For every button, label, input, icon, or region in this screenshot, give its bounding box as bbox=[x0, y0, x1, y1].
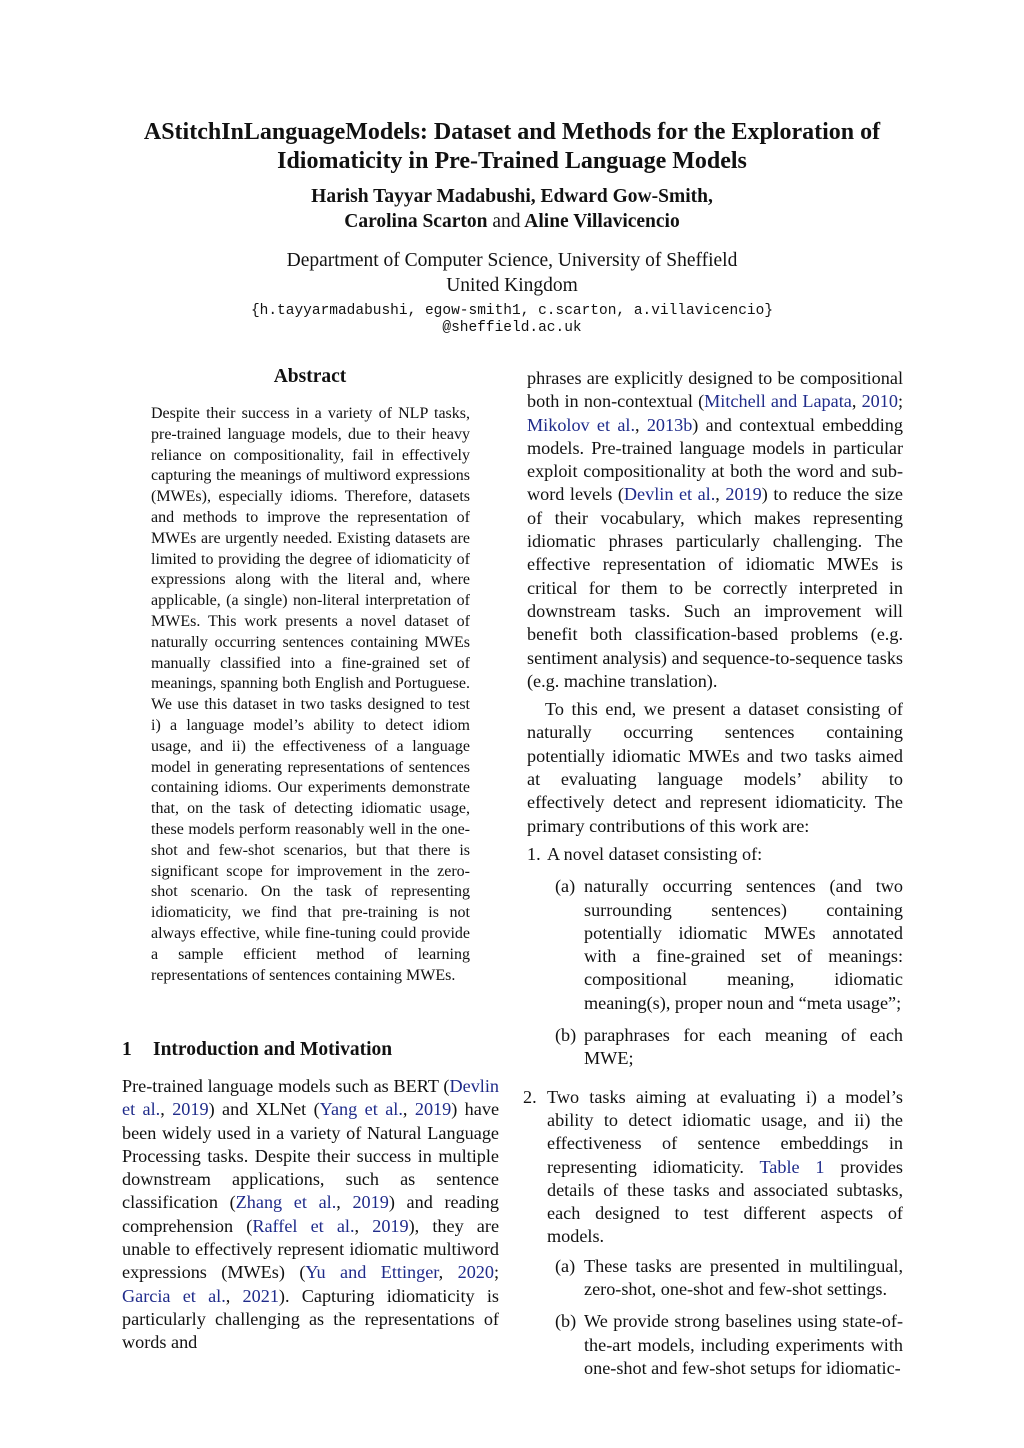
list-item-text: naturally occurring sentences (and two surrounding sentences) containing potentially idiomatic MWEs annotated with a fine-grained set of meanings: compositional meaning, idiomatic meaning(s), proper noun and “meta usage”; bbox=[584, 876, 903, 1013]
list-item-text: A novel dataset consisting of: bbox=[547, 843, 763, 864]
list-item-text bbox=[547, 1086, 903, 1249]
intro-text: ) have been widely used in a variety of Natural Language Processing tasks. Despite their success in multiple downstream applications, such as sentence classification ( bbox=[122, 1099, 500, 1213]
citation-sep: , bbox=[438, 1262, 458, 1283]
list-item-text: These tasks are presented in multilingual, zero-shot, one-shot and few-shot settings. bbox=[584, 1255, 903, 1299]
abstract-text: Despite their success in a variety of NLP tasks, pre-trained language models, due to their heavy reliance on compositionality, fail in effectively capturing the meanings of multiword expressions (MWEs), especially idioms. Therefore, datasets and methods to improve the representation of MWEs are urgently needed. Existing datasets are limited to providing the degree of idiomaticity of expressions along with the literal and, where applicable, (a single) non-literal interpretation of MWEs. This work presents a novel dataset of naturally occurring sentences containing MWEs manually classified into a fine-grained set of meanings, spanning both English and Portuguese. We use this dataset in two tasks designed to test i) a language model’s ability to detect idiom usage, and ii) the effectiveness of a language model in generating representations of sentences containing idioms. Our experiments demonstrate that, on the task of detecting idiomatic usage, these models perform reasonably well in the one-shot and few-shot scenarios, but that there is significant scope for improvement in the zero-shot scenario. On the task of representing idiomaticity, we find that pre-training is not always effective, while fine-tuning could provide a sample efficient method of learning representations of sentences containing MWEs. bbox=[151, 405, 470, 984]
list-label: (a) bbox=[555, 1255, 576, 1276]
intro-text: ). Capturing idiomaticity is particularly challenging as the representations of words and bbox=[122, 1285, 500, 1353]
emails-line-2: @sheffield.ac.uk bbox=[442, 320, 582, 336]
citation-year-link[interactable]: 2019 bbox=[172, 1099, 209, 1120]
citation-year-link[interactable]: 2013b bbox=[646, 414, 693, 435]
paper-title bbox=[100, 118, 924, 176]
title-line-1: AStitchInLanguageModels: Dataset and Methods for the Exploration of bbox=[143, 119, 881, 145]
contribution-item-1 bbox=[527, 843, 903, 1071]
right-paragraph-2: To this end, we present a dataset consisting of naturally occurring sentences containing potentially idiomatic MWEs and two tasks aimed at evaluating language models’ ability to effectively detect and represent idiomaticity. The primary contributions of this work are: bbox=[527, 699, 903, 836]
body-text: phrases are explicitly designed to be compositional both in non-contextual ( bbox=[527, 368, 903, 412]
authors-line-1: Harish Tayyar Madabushi, Edward Gow-Smith, bbox=[311, 186, 713, 207]
right-column bbox=[523, 367, 903, 1380]
citation-year-link[interactable]: 2019 bbox=[414, 1099, 452, 1120]
citation-link[interactable]: Yu and Ettinger bbox=[305, 1262, 439, 1283]
contribution-subitem-2b bbox=[547, 1310, 903, 1380]
citation-link[interactable]: Mikolov et al. bbox=[527, 414, 635, 435]
emails-line-1: {h.tayyarmadabushi, egow-smith1, c.scarton, a.villavicencio} bbox=[250, 303, 774, 319]
table-reference-link[interactable]: Table 1 bbox=[759, 1156, 825, 1177]
citation-year-link[interactable]: 2019 bbox=[352, 1192, 389, 1213]
list-label: 1. bbox=[527, 843, 541, 864]
citation-sep: , bbox=[160, 1099, 173, 1120]
intro-text: ) and reading comprehension ( bbox=[122, 1192, 499, 1236]
section-number: 1 bbox=[122, 1039, 132, 1060]
citation-sep: , bbox=[635, 414, 647, 435]
contribution-item-2 bbox=[523, 1086, 903, 1381]
authors-line-2 bbox=[100, 209, 924, 234]
author-carolina-scarton: Carolina Scarton bbox=[344, 211, 488, 232]
citation-sep: , bbox=[402, 1099, 415, 1120]
author-emails bbox=[100, 303, 924, 337]
body-text: ) and contextual embedding models. Pre-trained language models in particular exploit compositionality at both the word and sub-word levels ( bbox=[527, 414, 903, 505]
citation-year-link[interactable]: 2020 bbox=[457, 1262, 494, 1283]
citation-link[interactable]: Yang et al. bbox=[319, 1099, 403, 1120]
list-label: 2. bbox=[523, 1086, 537, 1107]
section-title: Introduction and Motivation bbox=[153, 1039, 393, 1060]
citation-sep: ; bbox=[897, 391, 903, 412]
right-paragraph-1 bbox=[527, 367, 903, 693]
contribution-subitem-1a bbox=[547, 875, 903, 1015]
citation-link[interactable]: Raffel et al. bbox=[252, 1215, 355, 1236]
intro-text: ) and XLNet ( bbox=[208, 1099, 320, 1120]
abstract-heading: Abstract bbox=[273, 366, 347, 387]
section-heading bbox=[122, 1039, 502, 1061]
title-line-2: Idiomaticity in Pre-Trained Language Models bbox=[277, 148, 747, 174]
list-label: (b) bbox=[555, 1311, 577, 1332]
list-label: (a) bbox=[555, 876, 576, 897]
citation-link[interactable]: Mitchell and Lapata bbox=[704, 391, 852, 412]
citation-sep: , bbox=[851, 391, 862, 412]
intro-paragraph bbox=[122, 1075, 499, 1355]
body-text: Two tasks aiming at evaluating i) a model’s ability to detect idiomatic usage, and ii) the effectiveness of sentence embeddings in representing idiomaticity. bbox=[547, 1086, 903, 1177]
affiliation bbox=[100, 248, 924, 298]
citation-sep: , bbox=[225, 1285, 243, 1306]
contribution-subitem-2a bbox=[547, 1255, 903, 1302]
author-list bbox=[100, 184, 924, 234]
citation-year-link[interactable]: 2010 bbox=[861, 391, 898, 412]
citation-sep: , bbox=[354, 1215, 373, 1236]
citation-link[interactable]: Garcia et al. bbox=[122, 1285, 226, 1306]
citation-year-link[interactable]: 2019 bbox=[372, 1215, 409, 1236]
list-item-text: paraphrases for each meaning of each MWE; bbox=[584, 1025, 903, 1069]
citation-link[interactable]: Devlin et al. bbox=[623, 484, 716, 505]
intro-text: Pre-trained language models such as BERT ( bbox=[122, 1076, 450, 1096]
citation-sep: , bbox=[715, 484, 726, 505]
body-text: provides details of these tasks and associated subtasks, each designed to test different aspects of models. bbox=[547, 1156, 903, 1247]
intro-text: ), they are unable to effectively represent idiomatic multiword expressions (MWEs) ( bbox=[122, 1215, 500, 1283]
authors-and: and bbox=[492, 211, 521, 232]
citation-sep: , bbox=[336, 1192, 353, 1213]
list-label: (b) bbox=[555, 1025, 577, 1046]
citation-year-link[interactable]: 2019 bbox=[725, 484, 762, 505]
affiliation-line-1: Department of Computer Science, University of Sheffield bbox=[286, 250, 738, 271]
citation-year-link[interactable]: 2021 bbox=[242, 1285, 279, 1306]
affiliation-line-2: United Kingdom bbox=[446, 275, 578, 296]
contribution-subitem-1b bbox=[547, 1024, 903, 1071]
body-text: ) to reduce the size of their vocabulary, which makes representing idiomatic phrases particularly challenging. The effective representation of idiomatic MWEs is critical for them to be correctly interpreted in downstream tasks. Such an improvement will benefit both classification-based problems (e.g. sentiment analysis) and sequence-to-sequence tasks (e.g. machine translation). bbox=[527, 484, 903, 691]
citation-sep: ; bbox=[493, 1262, 500, 1283]
list-item-text: We provide strong baselines using state-of-the-art models, including experiments with one-shot and few-shot setups for idiomatic- bbox=[584, 1311, 903, 1378]
citation-link[interactable]: Zhang et al. bbox=[235, 1192, 337, 1213]
citation-link[interactable]: Devlin et al. bbox=[122, 1076, 499, 1120]
author-aline-villavicencio: Aline Villavicencio bbox=[524, 211, 680, 232]
